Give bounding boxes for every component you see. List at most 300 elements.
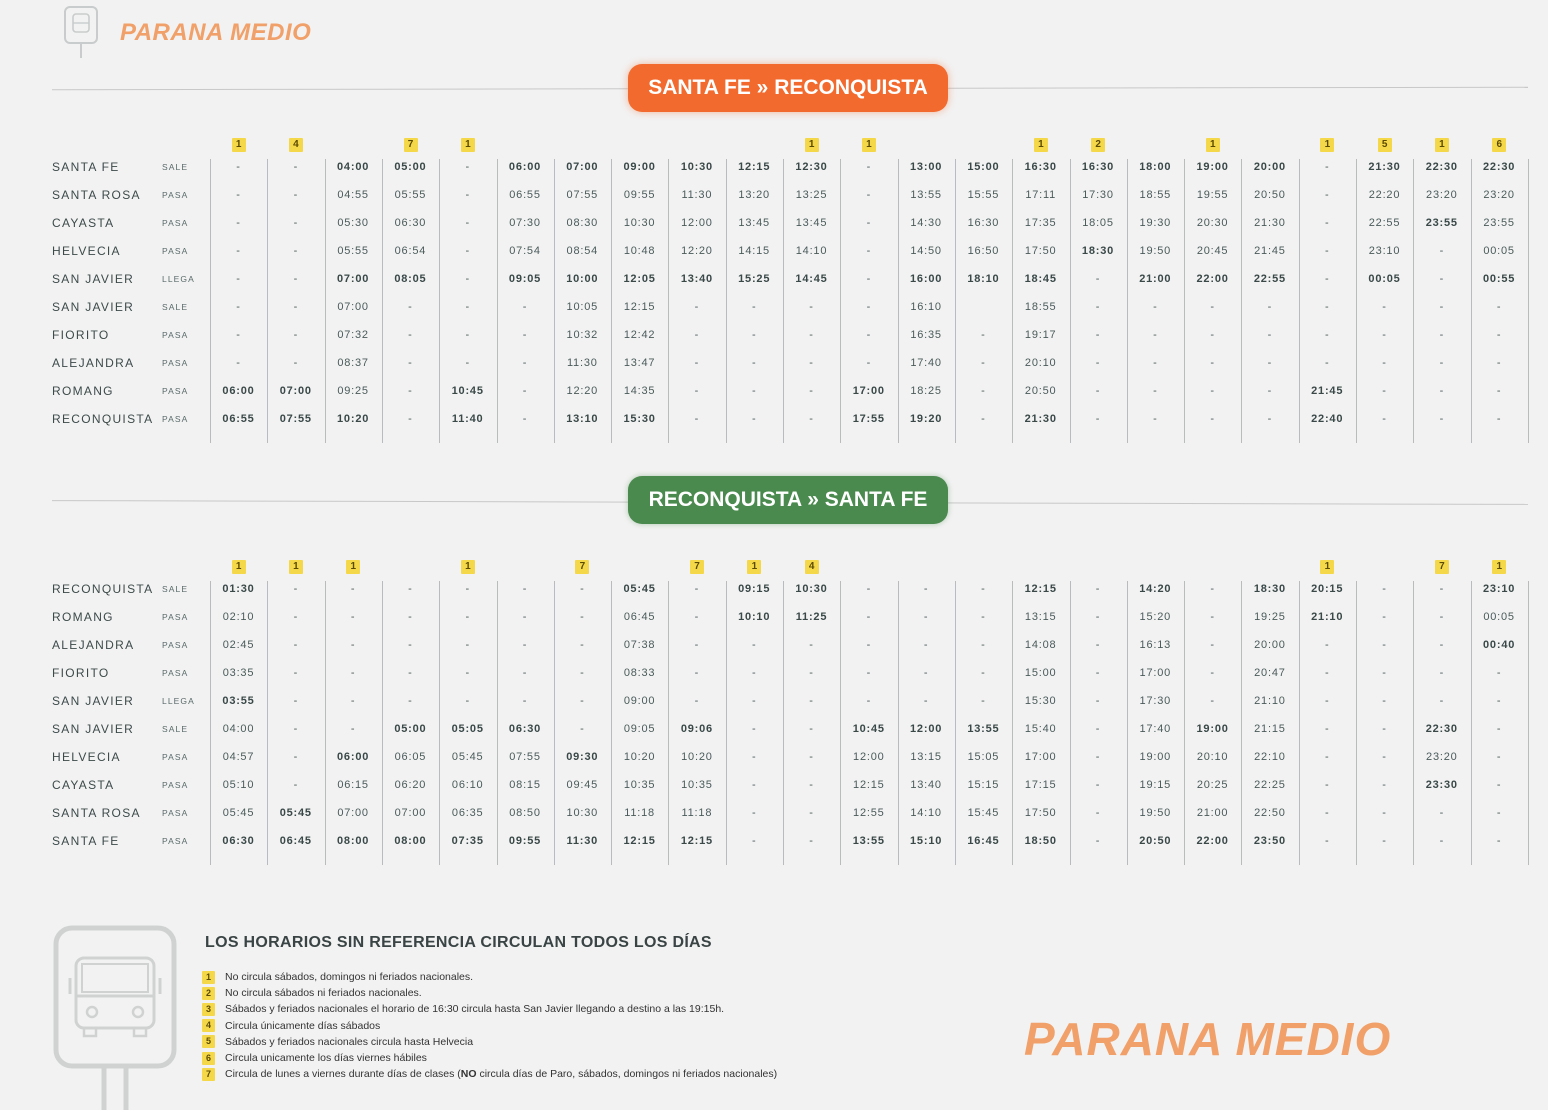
time-cell: 07:00 xyxy=(394,807,427,819)
station-name: RECONQUISTA xyxy=(52,582,154,596)
time-cell: - xyxy=(350,667,356,679)
time-cell: - xyxy=(293,357,299,369)
time-cell: - xyxy=(694,695,700,707)
time-cell: - xyxy=(1324,751,1330,763)
time-cell: - xyxy=(1496,723,1502,735)
time-cell: - xyxy=(751,301,757,313)
time-cell: - xyxy=(1324,161,1330,173)
time-cell: 10:05 xyxy=(566,301,599,313)
station-action: PASA xyxy=(162,358,189,368)
time-cell: - xyxy=(923,611,929,623)
time-cell: - xyxy=(1382,639,1387,651)
reference-badge: 1 xyxy=(461,138,475,152)
time-cell: 13:25 xyxy=(795,189,828,201)
reference-badge: 1 xyxy=(1320,138,1334,152)
time-cell: - xyxy=(1095,583,1101,595)
station-name: ROMANG xyxy=(52,610,114,624)
time-cell: - xyxy=(1496,301,1502,313)
time-cell: 21:30 xyxy=(1024,413,1057,425)
time-cell: 05:45 xyxy=(222,807,255,819)
time-cell: 11:40 xyxy=(451,413,484,425)
time-cell: 14:10 xyxy=(795,245,828,257)
reference-badge: 4 xyxy=(289,138,303,152)
time-cell: - xyxy=(293,583,299,595)
time-cell: 16:35 xyxy=(910,329,942,341)
time-cell: 18:05 xyxy=(1082,217,1114,229)
time-cell: - xyxy=(1439,273,1445,285)
time-cell: - xyxy=(1153,357,1158,369)
time-cell: 15:30 xyxy=(1024,695,1057,707)
time-cell: 23:55 xyxy=(1483,217,1515,229)
time-cell: - xyxy=(293,723,299,735)
time-cell: 11:25 xyxy=(795,611,828,623)
time-cell: - xyxy=(408,695,413,707)
time-cell: 21:00 xyxy=(1196,807,1229,819)
station-action: PASA xyxy=(162,836,189,846)
time-cell: - xyxy=(465,583,470,595)
time-cell: 19:15 xyxy=(1139,779,1172,791)
time-cell: 07:32 xyxy=(337,329,369,341)
time-cell: 22:00 xyxy=(1196,835,1229,847)
time-cell: - xyxy=(1439,667,1445,679)
time-cell: 06:05 xyxy=(394,751,427,763)
section1-title: SANTA FE » RECONQUISTA xyxy=(628,64,948,112)
time-cell: - xyxy=(465,695,470,707)
time-cell: - xyxy=(1210,667,1215,679)
time-cell: - xyxy=(580,639,585,651)
time-cell: - xyxy=(1382,329,1387,341)
time-cell: - xyxy=(408,385,413,397)
station-name: SANTA ROSA xyxy=(52,806,141,820)
time-cell: 17:00 xyxy=(1024,751,1057,763)
time-cell: 16:00 xyxy=(910,273,943,285)
reference-badge: 5 xyxy=(202,1035,215,1048)
time-cell: - xyxy=(694,301,700,313)
time-cell: - xyxy=(981,583,986,595)
time-cell: - xyxy=(694,413,700,425)
time-cell: - xyxy=(866,583,872,595)
time-cell: 19:50 xyxy=(1139,807,1172,819)
time-cell: 23:20 xyxy=(1483,189,1515,201)
station-name: ROMANG xyxy=(52,384,114,398)
reference-badge: 1 xyxy=(461,560,475,574)
reference-badge: 4 xyxy=(202,1019,215,1032)
time-cell: - xyxy=(866,217,872,229)
time-cell: - xyxy=(1382,723,1387,735)
time-cell: 07:00 xyxy=(337,301,369,313)
time-cell: - xyxy=(522,385,528,397)
time-cell: 23:55 xyxy=(1425,217,1458,229)
bus-stop-icon xyxy=(64,6,100,60)
bus-stop-large-icon xyxy=(52,924,182,1110)
time-cell: 12:42 xyxy=(623,329,656,341)
time-cell: 10:35 xyxy=(623,779,656,791)
time-cell: 15:10 xyxy=(910,835,943,847)
reference-badge: 7 xyxy=(1435,560,1449,574)
time-cell: 21:45 xyxy=(1254,245,1286,257)
time-cell: - xyxy=(350,583,356,595)
time-cell: 08:30 xyxy=(566,217,599,229)
time-cell: - xyxy=(1496,385,1502,397)
legend-item xyxy=(202,969,473,985)
time-cell: 13:40 xyxy=(910,779,942,791)
legend-text: No circula sábados ni feriados nacionales. xyxy=(225,987,422,1000)
time-cell: 09:00 xyxy=(623,695,656,707)
time-cell: - xyxy=(1496,413,1502,425)
time-cell: - xyxy=(293,667,299,679)
time-cell: 08:00 xyxy=(394,835,427,847)
time-cell: - xyxy=(1210,695,1215,707)
time-cell: 05:10 xyxy=(222,779,255,791)
time-cell: - xyxy=(751,751,757,763)
time-cell: - xyxy=(751,413,757,425)
time-cell: 20:50 xyxy=(1139,835,1172,847)
time-cell: 16:30 xyxy=(1024,161,1057,173)
time-cell: 00:05 xyxy=(1368,273,1401,285)
time-cell: 03:35 xyxy=(222,667,255,679)
time-cell: 13:15 xyxy=(1024,611,1057,623)
time-cell: - xyxy=(694,329,700,341)
time-cell: 00:40 xyxy=(1483,639,1516,651)
time-cell: - xyxy=(751,667,757,679)
time-cell: - xyxy=(866,161,872,173)
reference-badge: 6 xyxy=(1492,138,1506,152)
time-cell: - xyxy=(1324,245,1330,257)
time-cell: - xyxy=(1324,189,1330,201)
time-cell: - xyxy=(580,723,585,735)
station-action: PASA xyxy=(162,640,189,650)
time-cell: - xyxy=(1324,695,1330,707)
station-name: CAYASTA xyxy=(52,216,115,230)
time-cell: 12:30 xyxy=(795,161,828,173)
time-cell: - xyxy=(1324,639,1330,651)
time-cell: - xyxy=(981,357,986,369)
time-cell: 10:20 xyxy=(681,751,713,763)
time-cell: 18:50 xyxy=(1024,835,1057,847)
time-cell: - xyxy=(694,639,700,651)
time-cell: 07:55 xyxy=(509,751,541,763)
time-cell: 13:47 xyxy=(623,357,656,369)
time-cell: - xyxy=(408,639,413,651)
time-cell: - xyxy=(866,667,872,679)
time-cell: - xyxy=(1496,357,1502,369)
time-cell: - xyxy=(1095,611,1101,623)
station-action: PASA xyxy=(162,752,189,762)
time-cell: 16:13 xyxy=(1139,639,1172,651)
time-cell: - xyxy=(981,639,986,651)
time-cell: - xyxy=(465,189,470,201)
time-cell: - xyxy=(1382,751,1387,763)
legend-text: Sábados y feriados nacionales circula hasta Helvecia xyxy=(225,1035,474,1048)
time-cell: - xyxy=(1324,667,1330,679)
time-cell: - xyxy=(809,667,814,679)
time-cell: - xyxy=(866,639,872,651)
time-cell: - xyxy=(1324,835,1330,847)
time-cell: 12:00 xyxy=(910,723,943,735)
time-cell: - xyxy=(1210,611,1215,623)
reference-badge: 1 xyxy=(1320,560,1334,574)
time-cell: 20:25 xyxy=(1196,779,1229,791)
time-cell: - xyxy=(1267,385,1273,397)
time-cell: 08:54 xyxy=(566,245,599,257)
time-cell: 18:10 xyxy=(967,273,1000,285)
reference-badge: 7 xyxy=(690,560,704,574)
time-cell: 15:15 xyxy=(967,779,1000,791)
time-cell: 07:00 xyxy=(279,385,312,397)
time-cell: 09:55 xyxy=(508,835,542,847)
time-cell: 05:00 xyxy=(394,161,427,173)
time-cell: 05:45 xyxy=(279,807,312,819)
time-cell: 19:00 xyxy=(1139,751,1172,763)
time-cell: 20:30 xyxy=(1196,217,1229,229)
time-cell: 08:00 xyxy=(337,835,370,847)
time-cell: - xyxy=(293,273,299,285)
time-cell: 20:45 xyxy=(1196,245,1229,257)
time-cell: - xyxy=(694,583,700,595)
time-cell: - xyxy=(408,583,413,595)
time-cell: - xyxy=(293,751,299,763)
time-cell: 22:00 xyxy=(1196,273,1229,285)
time-cell: - xyxy=(580,611,585,623)
time-cell: - xyxy=(1439,807,1445,819)
reference-badge: 1 xyxy=(1206,138,1220,152)
time-cell: - xyxy=(1210,583,1215,595)
time-cell: 11:30 xyxy=(566,357,598,369)
time-cell: - xyxy=(522,583,528,595)
time-cell: - xyxy=(293,245,299,257)
time-cell: - xyxy=(1439,329,1445,341)
time-cell: 08:37 xyxy=(337,357,369,369)
station-action: PASA xyxy=(162,668,189,678)
time-cell: 23:10 xyxy=(1368,245,1401,257)
time-cell: 18:45 xyxy=(1024,273,1057,285)
station-action: PASA xyxy=(162,246,189,256)
time-cell: 11:18 xyxy=(681,807,713,819)
column-divider xyxy=(1528,159,1529,443)
time-cell: - xyxy=(1324,723,1330,735)
time-cell: - xyxy=(1324,273,1330,285)
time-cell: - xyxy=(1153,301,1158,313)
time-cell: 18:00 xyxy=(1139,161,1172,173)
time-cell: - xyxy=(293,217,299,229)
time-cell: - xyxy=(1382,695,1387,707)
time-cell: 17:40 xyxy=(1139,723,1172,735)
time-cell: 11:30 xyxy=(681,189,713,201)
time-cell: - xyxy=(522,639,528,651)
time-cell: - xyxy=(580,667,585,679)
time-cell: - xyxy=(866,695,872,707)
time-cell: - xyxy=(293,189,299,201)
station-name: SAN JAVIER xyxy=(52,272,135,286)
time-cell: 14:08 xyxy=(1024,639,1057,651)
time-cell: 19:20 xyxy=(910,413,943,425)
time-cell: - xyxy=(1496,751,1502,763)
time-cell: 08:50 xyxy=(509,807,541,819)
reference-badge: 1 xyxy=(1034,138,1048,152)
station-name: FIORITO xyxy=(52,328,110,342)
time-cell: 07:30 xyxy=(509,217,541,229)
time-cell: - xyxy=(522,357,528,369)
time-cell: - xyxy=(809,695,814,707)
time-cell: 09:00 xyxy=(623,161,656,173)
time-cell: 11:18 xyxy=(624,807,655,819)
time-cell: 22:55 xyxy=(1368,217,1401,229)
time-cell: - xyxy=(1153,413,1158,425)
reference-badge: 4 xyxy=(805,560,819,574)
time-cell: 06:15 xyxy=(337,779,369,791)
time-cell: 09:30 xyxy=(566,751,599,763)
time-cell: 22:25 xyxy=(1254,779,1286,791)
time-cell: 07:00 xyxy=(566,161,599,173)
time-cell: - xyxy=(465,245,470,257)
time-cell: - xyxy=(1496,835,1502,847)
station-name: SAN JAVIER xyxy=(52,722,135,736)
time-cell: 13:20 xyxy=(738,189,770,201)
time-cell: - xyxy=(1095,413,1101,425)
station-action: PASA xyxy=(162,190,189,200)
time-cell: 19:50 xyxy=(1139,245,1172,257)
time-cell: 22:20 xyxy=(1368,189,1401,201)
time-cell: 12:15 xyxy=(680,835,713,847)
time-cell: - xyxy=(809,751,814,763)
time-cell: 06:20 xyxy=(394,779,427,791)
time-cell: 14:45 xyxy=(795,273,828,285)
time-cell: - xyxy=(580,583,585,595)
time-cell: 07:00 xyxy=(337,273,370,285)
time-cell: 12:00 xyxy=(681,217,713,229)
time-cell: 12:15 xyxy=(623,301,656,313)
time-cell: 06:30 xyxy=(394,217,427,229)
time-cell: - xyxy=(1095,639,1101,651)
time-cell: 15:40 xyxy=(1024,723,1057,735)
time-cell: - xyxy=(751,357,757,369)
time-cell: 21:30 xyxy=(1368,161,1401,173)
time-cell: - xyxy=(981,329,986,341)
legend-text: Circula únicamente días sábados xyxy=(225,1019,381,1032)
time-cell: - xyxy=(751,695,757,707)
time-cell: 17:55 xyxy=(852,413,885,425)
time-cell: 22:50 xyxy=(1254,807,1286,819)
time-cell: - xyxy=(465,301,470,313)
time-cell: 19:30 xyxy=(1139,217,1172,229)
time-cell: - xyxy=(1095,301,1101,313)
time-cell: 23:20 xyxy=(1426,189,1458,201)
time-cell: - xyxy=(1439,611,1445,623)
time-cell: 06:35 xyxy=(451,807,484,819)
time-cell: - xyxy=(465,639,470,651)
time-cell: 02:45 xyxy=(222,639,255,651)
time-cell: - xyxy=(923,695,929,707)
legend-title: LOS HORARIOS SIN REFERENCIA CIRCULAN TODOS LOS DÍAS xyxy=(205,934,712,951)
time-cell: 13:55 xyxy=(910,189,942,201)
station-name: SANTA FE xyxy=(52,834,120,848)
reference-badge: 2 xyxy=(202,987,215,1000)
time-cell: 14:10 xyxy=(910,807,942,819)
time-cell: - xyxy=(1382,667,1387,679)
time-cell: 10:30 xyxy=(795,583,828,595)
station-name: ALEJANDRA xyxy=(52,638,135,652)
time-cell: - xyxy=(1439,639,1445,651)
time-cell: - xyxy=(1496,695,1502,707)
time-cell: 06:30 xyxy=(222,835,255,847)
time-cell: 12:00 xyxy=(853,751,885,763)
station-name: SAN JAVIER xyxy=(52,300,135,314)
time-cell: - xyxy=(1382,357,1387,369)
time-cell: - xyxy=(236,161,241,173)
time-cell: - xyxy=(408,357,413,369)
time-cell: 23:20 xyxy=(1426,751,1458,763)
time-cell: 16:10 xyxy=(910,301,942,313)
time-cell: 20:10 xyxy=(1196,751,1229,763)
time-cell: 13:55 xyxy=(967,723,1000,735)
time-cell: - xyxy=(866,245,872,257)
time-cell: 06:55 xyxy=(509,189,541,201)
time-cell: - xyxy=(751,835,757,847)
time-cell: - xyxy=(981,695,986,707)
time-cell: 10:20 xyxy=(337,413,370,425)
time-cell: - xyxy=(923,583,929,595)
time-cell: - xyxy=(236,217,241,229)
time-cell: 09:55 xyxy=(623,189,656,201)
time-cell: 16:30 xyxy=(967,217,1000,229)
time-cell: - xyxy=(465,357,470,369)
time-cell: - xyxy=(1095,667,1101,679)
time-cell: 06:54 xyxy=(394,245,427,257)
time-cell: 22:40 xyxy=(1311,413,1344,425)
column-divider xyxy=(1528,581,1529,865)
time-cell: 18:55 xyxy=(1024,301,1057,313)
station-action: PASA xyxy=(162,780,189,790)
time-cell: - xyxy=(1095,723,1101,735)
time-cell: 07:38 xyxy=(623,639,656,651)
reference-badge: 1 xyxy=(747,560,761,574)
time-cell: 17:15 xyxy=(1024,779,1057,791)
time-cell: 15:55 xyxy=(967,189,1000,201)
time-cell: - xyxy=(809,807,814,819)
station-name: HELVECIA xyxy=(52,750,121,764)
time-cell: 22:30 xyxy=(1483,161,1516,173)
time-cell: 13:45 xyxy=(795,217,828,229)
time-cell: 16:50 xyxy=(967,245,1000,257)
time-cell: 17:30 xyxy=(1139,695,1172,707)
reference-badge: 1 xyxy=(232,138,246,152)
time-cell: 07:54 xyxy=(509,245,541,257)
legend-item xyxy=(202,1066,777,1082)
reference-badge: 1 xyxy=(232,560,246,574)
time-cell: 04:57 xyxy=(222,751,255,763)
time-cell: 18:55 xyxy=(1139,189,1172,201)
time-cell: 10:30 xyxy=(623,217,656,229)
time-cell: - xyxy=(236,329,241,341)
time-cell: 23:30 xyxy=(1425,779,1458,791)
time-cell: - xyxy=(293,779,299,791)
time-cell: 10:45 xyxy=(451,385,484,397)
time-cell: 11:30 xyxy=(566,835,599,847)
time-cell: - xyxy=(408,301,413,313)
time-cell: - xyxy=(1210,639,1215,651)
reference-badge: 1 xyxy=(289,560,303,574)
time-cell: 07:55 xyxy=(566,189,599,201)
station-action: PASA xyxy=(162,330,189,340)
time-cell: - xyxy=(1439,835,1445,847)
time-cell: - xyxy=(1324,779,1330,791)
time-cell: 06:45 xyxy=(623,611,656,623)
time-cell: - xyxy=(866,189,872,201)
brand-logo-small: PARANA MEDIO xyxy=(120,19,312,46)
legend-emphasis: NO xyxy=(460,1068,477,1081)
time-cell: - xyxy=(1153,329,1158,341)
time-cell: - xyxy=(1382,807,1387,819)
